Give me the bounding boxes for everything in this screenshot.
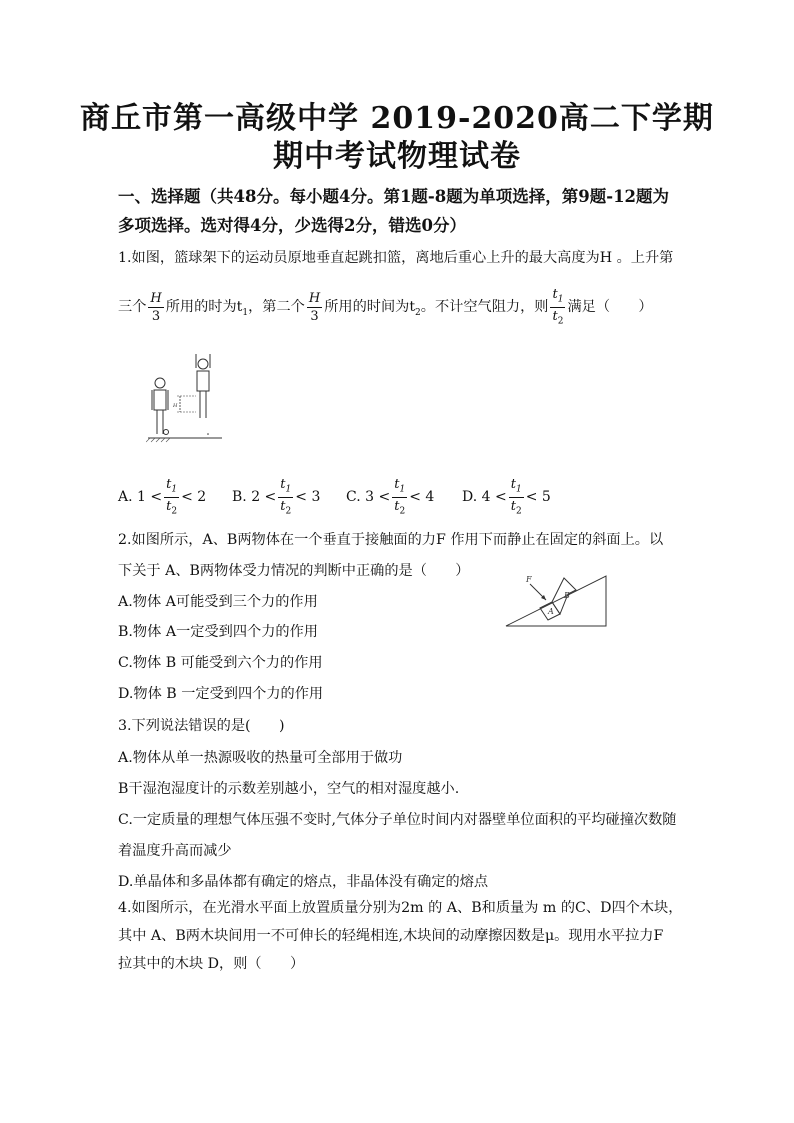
- fraction-t1-over-t2: $\frac{t_1}{t_2}$: [552, 287, 564, 327]
- q3-option-b[interactable]: B干湿泡湿度计的示数差别越小，空气的相对湿度越小.: [118, 781, 460, 797]
- block-a-label: A: [548, 607, 554, 616]
- q1-option-d[interactable]: D. 4 < $\frac{t_1}{t_2}$ < 5: [462, 477, 551, 517]
- q3-stem: 3.下列说法错误的是( ): [118, 718, 285, 734]
- q1-option-c[interactable]: C. 3 < $\frac{t_1}{t_2}$ < 4: [346, 477, 435, 517]
- block-b-label: B: [564, 591, 570, 600]
- q3-option-c-line-2[interactable]: 着温度升高而减少: [118, 843, 232, 859]
- q4-stem-line-2: 其中 A、B两木块间用一不可伸长的轻绳相连,木块间的动摩擦因数是μ。现用水平拉力F: [118, 928, 664, 944]
- height-label: H: [173, 403, 178, 409]
- q3-option-a[interactable]: A.物体从单一热源吸收的热量可全部用于做功: [118, 750, 403, 766]
- jumping-player-icon: [196, 354, 210, 418]
- section-heading-line-2: 多项选择。选对得4分，少选得2分，错选0分）: [118, 216, 466, 235]
- q3-option-c-line-1[interactable]: C.一定质量的理想气体压强不变时,气体分子单位时间内对器壁单位面积的平均碰撞次数随: [118, 812, 677, 828]
- fraction-h-over-3-second: $\frac{H}{3}$: [308, 290, 321, 324]
- q1-basketball-figure: [146, 352, 228, 444]
- q2-option-c[interactable]: C.物体 B 可能受到六个力的作用: [118, 655, 323, 671]
- q2-option-b[interactable]: B.物体 A一定受到四个力的作用: [118, 624, 318, 640]
- q4-stem-line-3: 拉其中的木块 D，则（ ）: [118, 956, 305, 972]
- q2-option-a[interactable]: A.物体 A可能受到三个力的作用: [118, 594, 318, 610]
- section-heading-line-1: 一、选择题（共48分。每小题4分。第1题-8题为单项选择，第9题-12题为: [118, 187, 670, 206]
- q1-option-b[interactable]: B. 2 < $\frac{t_1}{t_2}$ < 3: [232, 477, 321, 517]
- q2-option-d[interactable]: D.物体 B 一定受到四个力的作用: [118, 686, 324, 702]
- q1-stem-line-2: 三个 $\frac{H}{3}$ 所用的时为$t_1$，第二个 $\frac{H}{3}$ 所用的时间为$t_2$。不计空气阻力，则 $\frac{t_1}{t_2}$ 满足（ ）: [118, 287, 653, 327]
- force-f-label: F: [526, 575, 532, 584]
- fraction-h-over-3: $\frac{H}{3}$: [150, 290, 162, 324]
- q2-incline-figure: [504, 566, 608, 628]
- q2-stem-line-1: 2.如图所示，A、B两物体在一个垂直于接触面的力F 作用下而静止在固定的斜面上。以: [118, 532, 664, 548]
- q3-option-d[interactable]: D.单晶体和多晶体都有确定的熔点，非晶体没有确定的熔点: [118, 874, 489, 890]
- q4-stem-line-1: 4.如图所示，在光滑水平面上放置质量分别为2m 的 A、B和质量为 m 的C、D四个木块，: [118, 900, 683, 916]
- standing-player-icon: [152, 378, 169, 435]
- exam-title-line-1: 商丘市第一高级中学 2019-2020高二下学期: [80, 101, 714, 136]
- q1-stem-line-1: 1.如图，篮球架下的运动员原地垂直起跳扣篮，离地后重心上升的最大高度为H 。上升第: [118, 250, 674, 266]
- q2-stem-line-2: 下关于 A、B两物体受力情况的判断中正确的是（ ）: [118, 563, 470, 579]
- q1-option-a[interactable]: A. 1 < $\frac{t_1}{t_2}$ < 2: [118, 477, 207, 517]
- exam-title-line-2: 期中考试物理试卷: [273, 139, 521, 174]
